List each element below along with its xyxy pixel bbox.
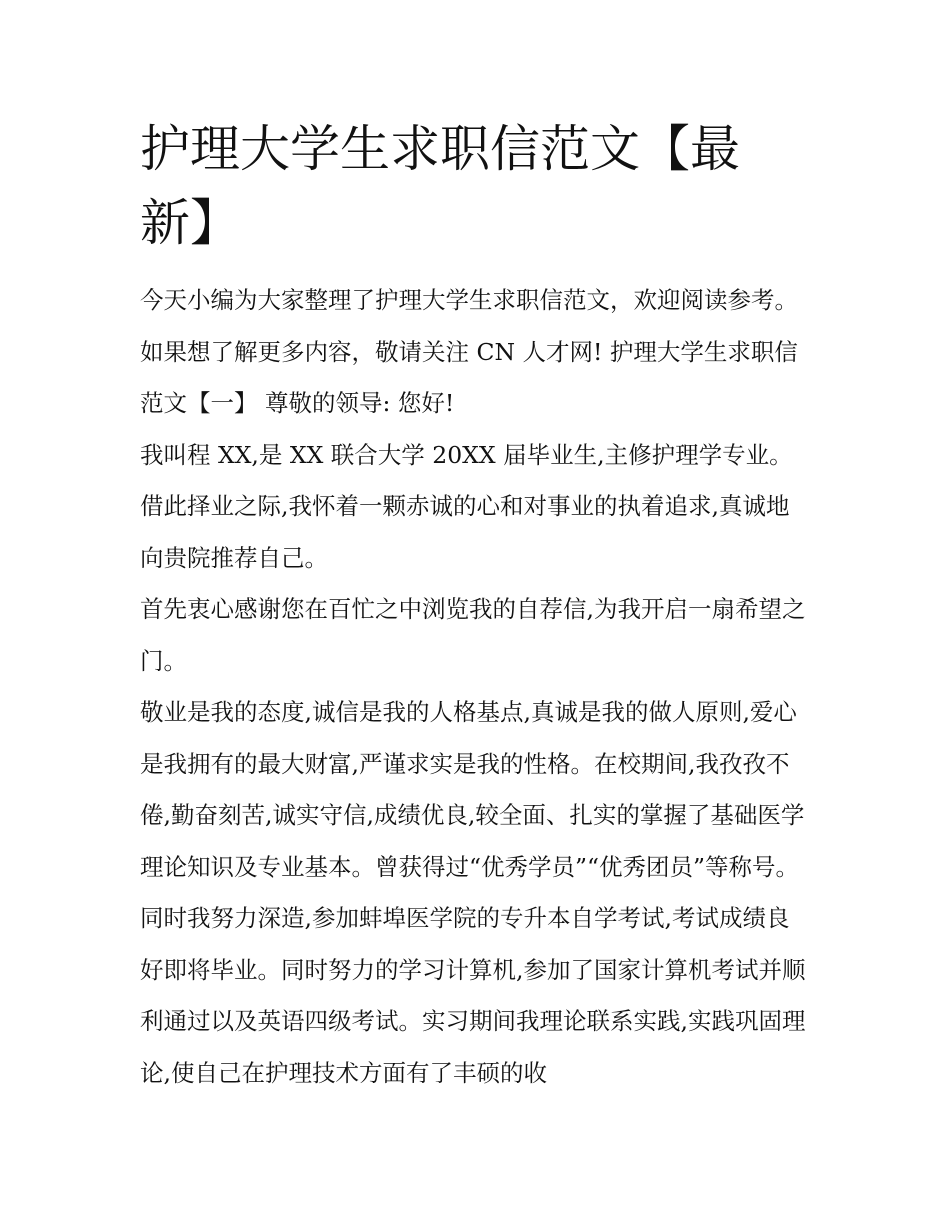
paragraph-qualities: 敬业是我的态度,诚信是我的人格基点,真诚是我的做人原则,爱心是我拥有的最大财富,严谨求实是我的性格。在校期间,我孜孜不倦,勤奋刻苦,诚实守信,成绩优良,较全面、扎实的掌握了基础医学理论知识及专业基本。曾获得过“优秀学员”“优秀团员”等称号。同时我努力深造,参加蚌埠医学院的专升本自学考试,考试成绩良好即将毕业。同时努力的学习计算机,参加了国家计算机考试并顺利通过以及英语四级考试。实习期间我理论联系实践,实践巩固理论,使自己在护理技术方面有了丰硕的收 xyxy=(140,698,806,1087)
document-body xyxy=(140,275,812,1099)
document-content xyxy=(140,112,812,1099)
paragraph-self-introduction: 我叫程 XX,是 XX 联合大学 20XX 届毕业生,主修护理学专业。借此择业之际,我怀着一颗赤诚的心和对事业的执着追求,真诚地向贵院推荐自己。 xyxy=(140,440,793,572)
paragraph-thanks: 首先衷心感谢您在百忙之中浏览我的自荐信,为我开启一扇希望之门。 xyxy=(140,595,806,675)
document-title: 护理大学生求职信范文【最新】 xyxy=(140,120,740,252)
paragraph-intro: 今天小编为大家整理了护理大学生求职信范文，欢迎阅读参考。如果想了解更多内容，敬请关注 CN 人才网! 护理大学生求职信范文【一】 尊敬的领导: 您好! xyxy=(140,286,798,417)
